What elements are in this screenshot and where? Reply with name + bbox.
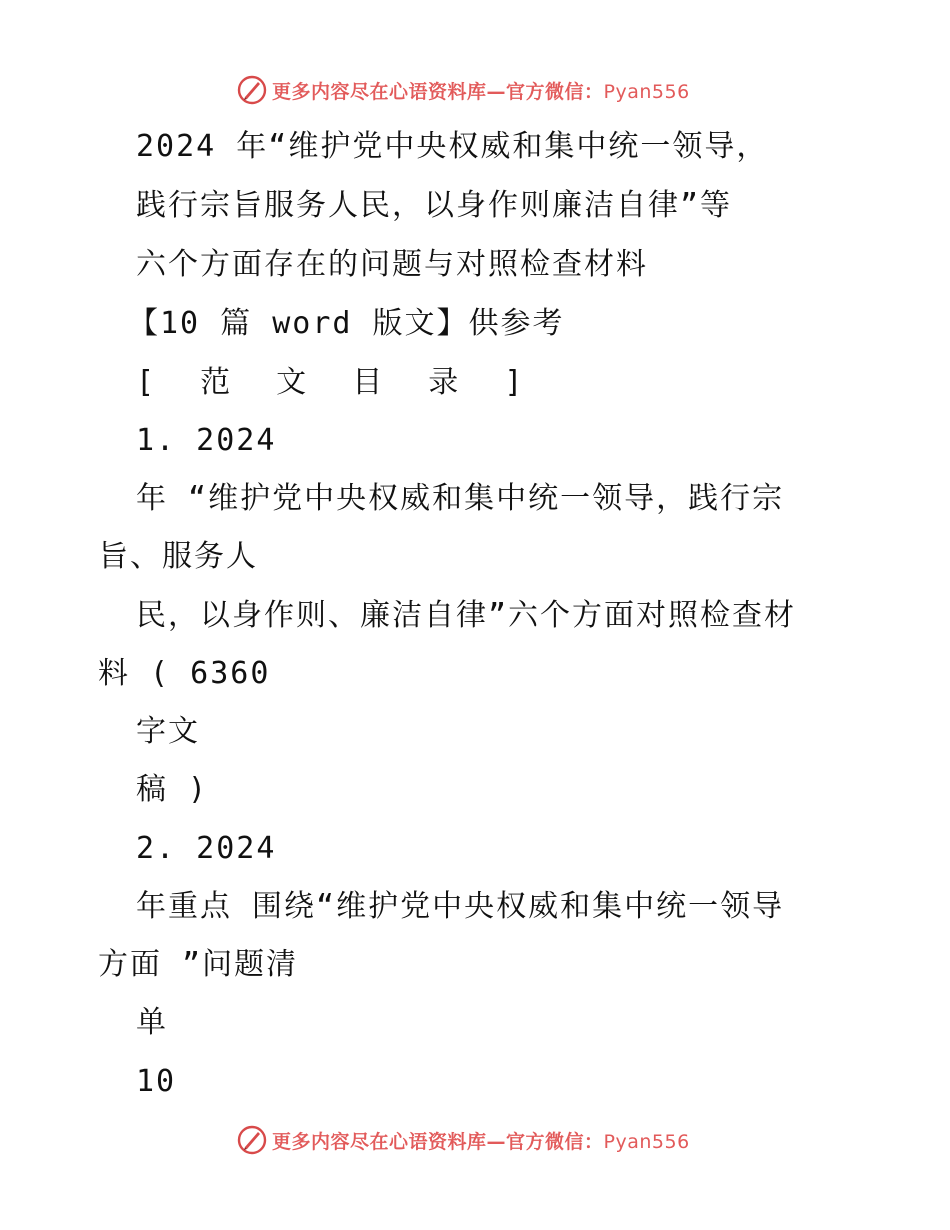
toc-item-2-line-1: 2. 2024 [136,831,277,866]
watermark-text: 更多内容尽在心语资料库—官方微信：Pyan556 [272,1130,690,1153]
toc-item-2-line-5: 10 [136,1064,177,1099]
toc-item-1-line-2: 年 “维护党中央权威和集中统一领导，践行宗 [136,481,785,516]
title-line-1: 2024 年“维护党中央权威和集中统一领导， [136,129,769,164]
toc-heading: [ 范 文 目 录 ] [136,365,537,400]
toc-item-2-line-2: 年重点 围绕“维护党中央权威和集中统一领导 [136,889,785,924]
watermark-top [236,72,690,108]
toc-item-1-line-3: 旨、服务人 [98,539,258,574]
watermark-bottom [236,1122,690,1158]
toc-item-1-line-5: 料 ( 6360 [98,656,271,691]
quill-pen-logo-icon [236,1124,268,1156]
toc-item-2-line-3: 方面 ”问题清 [98,947,299,982]
toc-item-2-line-4: 单 [136,1005,168,1040]
title-line-4: 【10 篇 word 版文】供参考 [128,306,565,341]
watermark-wechat-id: Pyan556 [603,1130,690,1153]
title-line-2: 践行宗旨服务人民，以身作则廉洁自律”等 [136,188,733,223]
quill-pen-logo-icon [236,74,268,106]
watermark-text: 更多内容尽在心语资料库—官方微信：Pyan556 [272,80,690,103]
title-line-3: 六个方面存在的问题与对照检查材料 [136,247,648,282]
toc-item-1-line-7: 稿 ) [136,772,209,807]
toc-item-1-line-1: 1. 2024 [136,423,277,458]
watermark-wechat-id: Pyan556 [603,80,690,103]
toc-item-1-line-4: 民，以身作则、廉洁自律”六个方面对照检查材 [136,598,797,633]
toc-item-1-line-6: 字文 [136,714,200,749]
